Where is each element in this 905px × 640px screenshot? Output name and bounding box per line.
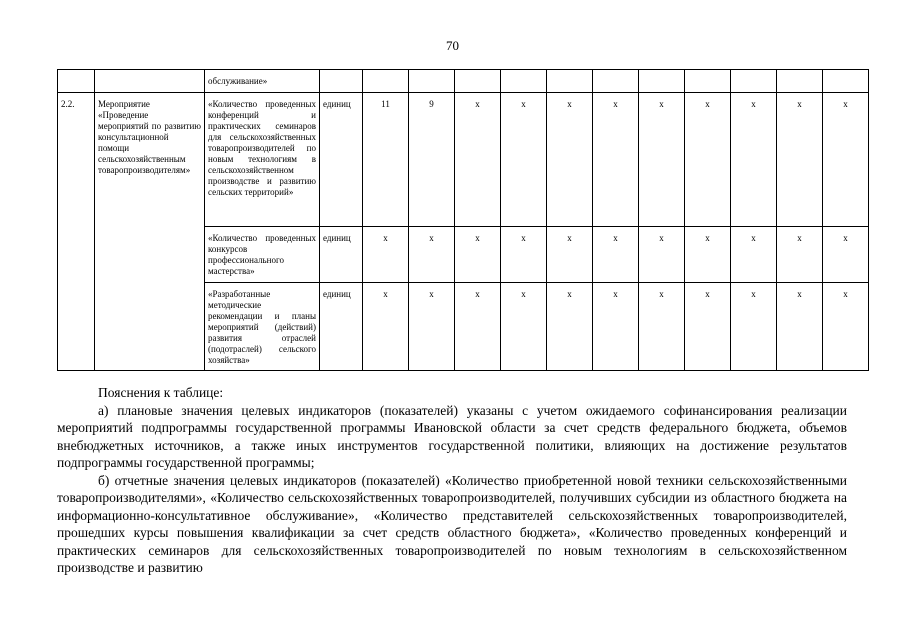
cell-number xyxy=(58,70,95,93)
cell-value xyxy=(593,70,639,93)
cell-indicator: обслуживание» xyxy=(205,70,320,93)
row-value: x xyxy=(731,93,777,227)
cell-event xyxy=(95,70,205,93)
item-number: 2.2. xyxy=(58,93,95,371)
row-unit: единиц xyxy=(320,227,363,283)
notes-title: Пояснения к таблице: xyxy=(98,385,224,400)
cell-value xyxy=(363,70,409,93)
cell-value xyxy=(777,70,823,93)
row-value: x xyxy=(777,227,823,283)
row-value: 9 xyxy=(409,93,455,227)
row-value: x xyxy=(593,283,639,371)
row-indicator: «Количество проведенных конференций и практических семинаров для сельскохозяйственных товаропроизводителей по новым технологиям в сельскохозяйственном производстве и развитию сельских территорий» xyxy=(205,93,320,227)
row-value: x xyxy=(777,93,823,227)
cell-value xyxy=(455,70,501,93)
row-value: 11 xyxy=(363,93,409,227)
row-value: x xyxy=(731,283,777,371)
notes-paragraph-a: а) плановые значения целевых индикаторов (показателей) указаны с учетом ожидаемого софинансирования реализации мероприятий подпрограммы государственной программы Ивановской области за счет средств федерального бюджета, объемов внебюджетных источников, а также иных инструментов государственной политики, влияющих на достижение результатов подпрограммы государственной программы; xyxy=(57,402,847,470)
item-event: Мероприятие «Проведение мероприятий по развитию консультационной помощи сельскохозяйственным товаропроизводителям» xyxy=(95,93,205,371)
row-value: x xyxy=(685,227,731,283)
row-value: x xyxy=(731,227,777,283)
row-value: x xyxy=(409,227,455,283)
row-value: x xyxy=(593,227,639,283)
cell-value xyxy=(409,70,455,93)
row-value: x xyxy=(823,283,869,371)
page-number: 70 xyxy=(446,38,459,53)
row-value: x xyxy=(639,227,685,283)
row-value: x xyxy=(455,93,501,227)
table-notes xyxy=(57,384,847,577)
table-row xyxy=(58,93,869,227)
row-value: x xyxy=(593,93,639,227)
cell-value xyxy=(731,70,777,93)
row-value: x xyxy=(823,93,869,227)
row-value: x xyxy=(639,283,685,371)
row-value: x xyxy=(547,283,593,371)
cell-value xyxy=(501,70,547,93)
row-value: x xyxy=(455,227,501,283)
cell-value xyxy=(639,70,685,93)
notes-paragraph-b: б) отчетные значения целевых индикаторов (показателей) «Количество приобретенной новой техники сельскохозяйственными товаропроизводителями», «Количество сельскохозяйственных товаропроизводителей, получивших субсидии из областного бюджета на информационно-консультативное обслуживание», «Количество представителей сельскохозяйственных товаропроизводителей, прошедших курсы повышения квалификации за счет средств областного бюджета», «Количество проведенных конференций и практических семинаров для сельскохозяйственных товаропроизводителей по новым технологиям в сельскохозяйственном производстве и развитию xyxy=(57,472,847,575)
row-value: x xyxy=(363,283,409,371)
row-value: x xyxy=(409,283,455,371)
cell-value xyxy=(685,70,731,93)
row-unit: единиц xyxy=(320,283,363,371)
indicators-table xyxy=(57,69,869,371)
table-row-continuation xyxy=(58,70,869,93)
row-value: x xyxy=(823,227,869,283)
row-indicator: «Разработанные методические рекомендации и планы мероприятий (действий) развития отраслей (подотраслей) сельского хозяйства» xyxy=(205,283,320,371)
cell-value xyxy=(547,70,593,93)
row-value: x xyxy=(685,93,731,227)
row-value: x xyxy=(501,93,547,227)
row-indicator: «Количество проведенных конкурсов профессионального мастерства» xyxy=(205,227,320,283)
row-value: x xyxy=(501,227,547,283)
cell-unit xyxy=(320,70,363,93)
cell-value xyxy=(823,70,869,93)
row-value: x xyxy=(685,283,731,371)
row-value: x xyxy=(363,227,409,283)
row-value: x xyxy=(639,93,685,227)
row-value: x xyxy=(455,283,501,371)
row-value: x xyxy=(501,283,547,371)
row-value: x xyxy=(547,227,593,283)
row-unit: единиц xyxy=(320,93,363,227)
row-value: x xyxy=(777,283,823,371)
row-value: x xyxy=(547,93,593,227)
